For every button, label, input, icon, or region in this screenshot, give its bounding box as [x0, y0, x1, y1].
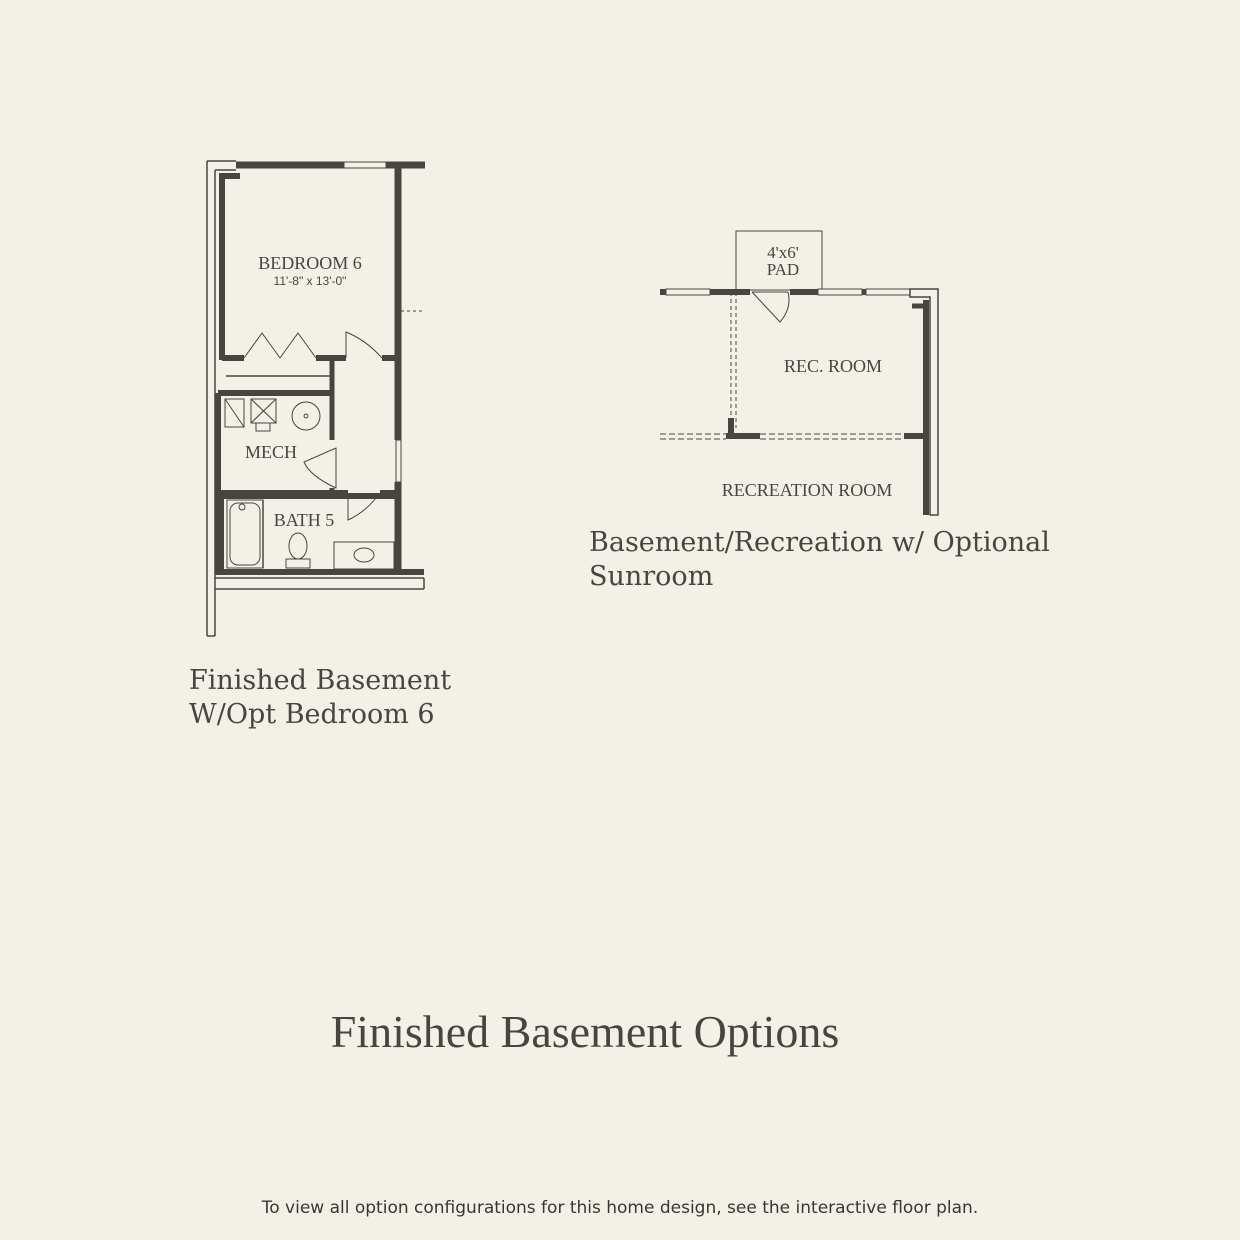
footer-note: To view all option configurations for this home design, see the interactive floor plan.: [261, 1198, 979, 1218]
bath-5-label: BATH 5: [273, 510, 335, 530]
left-caption-line-1: Finished Basement: [189, 665, 452, 696]
right-plan-caption: [589, 526, 1050, 594]
bedroom-6-label: BEDROOM 6: [258, 253, 362, 273]
pad-label: PAD: [766, 260, 800, 279]
pad-dimensions: 4'x6': [767, 243, 799, 262]
recreation-room-label: RECREATION ROOM: [721, 480, 893, 500]
page-title: Finished Basement Options: [330, 1006, 840, 1057]
right-caption-line-2: Sunroom: [589, 561, 714, 592]
left-plan-caption: [189, 664, 451, 732]
mech-label: MECH: [244, 442, 298, 462]
right-caption-line-1: Basement/Recreation w/ Optional: [589, 527, 1050, 558]
rec-room-label: REC. ROOM: [783, 356, 883, 376]
bedroom-6-dimensions: 11'-8" x 13'-0": [273, 274, 347, 288]
left-caption-line-2: W/Opt Bedroom 6: [189, 699, 435, 730]
left-floor-plan: [207, 161, 425, 636]
